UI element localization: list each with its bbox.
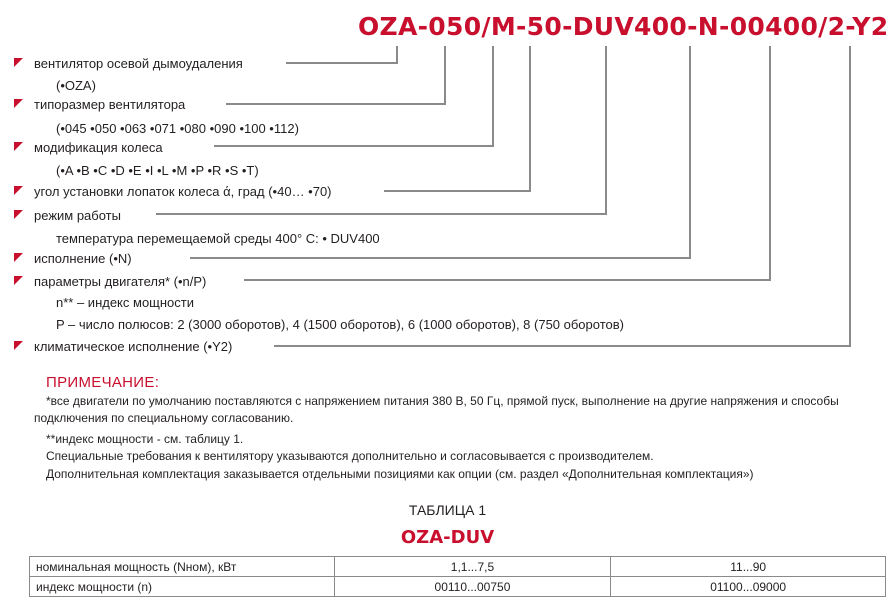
- note-line: Специальные требования к вентилятору указываются дополнительно и согласовывается с производителем.: [46, 449, 654, 463]
- note-line: Дополнительная комплектация заказывается отдельными позициями как опции (см. раздел «Дополнительная комплектация»): [46, 467, 754, 481]
- table-row: [30, 577, 886, 597]
- item-fan-type: вентилятор осевой дымоудаления: [34, 55, 243, 71]
- bullet-marker: [14, 210, 23, 219]
- item-motor-params: параметры двигателя* (•n/P): [34, 273, 207, 289]
- table-cell-value: 11...90: [611, 557, 886, 577]
- note-line: подключения по специальному согласованию.: [34, 411, 294, 425]
- item-fan-type-values: (•OZA): [56, 77, 96, 93]
- table-row: [30, 557, 886, 577]
- bullet-marker: [14, 142, 23, 151]
- item-motor-power-index: n** – индекс мощности: [56, 294, 194, 310]
- item-impeller-mod: модификация колеса: [34, 139, 163, 155]
- note-line: **индекс мощности - см. таблицу 1.: [46, 432, 244, 446]
- model-code-title: OZA-050/M-50-DUV400-N-00400/2-Y2: [358, 12, 889, 41]
- item-fan-size-values: (•045 •050 •063 •071 •080 •090 •100 •112): [56, 120, 299, 136]
- leader-line-climate: [274, 46, 850, 346]
- table-cell-label: индекс мощности (n): [30, 577, 335, 597]
- item-impeller-mod-values: (•A •B •C •D •E •I •L •M •P •R •S •T): [56, 162, 259, 178]
- bullet-marker: [14, 253, 23, 262]
- item-version: исполнение (•N): [34, 250, 132, 266]
- bullet-marker: [14, 58, 23, 67]
- table-label: ТАБЛИЦА 1: [408, 502, 487, 518]
- item-motor-poles: P – число полюсов: 2 (3000 оборотов), 4 (1500 оборотов), 6 (1000 оборотов), 8 (750 оборотов): [56, 316, 624, 332]
- item-operating-mode: режим работы: [34, 207, 121, 223]
- note-line: *все двигатели по умолчанию поставляются с напряжением питания 380 В, 50 Гц, прямой пуск, выполнение на другие напряжения и способы: [46, 394, 839, 408]
- item-operating-mode-values: температура перемещаемой среды 400° С: • DUV400: [56, 230, 380, 246]
- bullet-marker: [14, 276, 23, 285]
- note-title: ПРИМЕЧАНИЕ:: [46, 374, 160, 391]
- bullet-marker: [14, 186, 23, 195]
- item-fan-size: типоразмер вентилятора: [34, 96, 186, 112]
- leader-line-angle: [384, 46, 530, 191]
- item-climate: климатическое исполнение (•Y2): [34, 338, 233, 354]
- leader-line-version: [190, 46, 690, 258]
- table-cell-label: номинальная мощность (Nном), кВт: [30, 557, 335, 577]
- table-cell-value: 00110...00750: [334, 577, 611, 597]
- table-cell-value: 1,1...7,5: [334, 557, 611, 577]
- item-blade-angle: угол установки лопаток колеса ά, град (•40… •70): [34, 183, 332, 199]
- power-table: [29, 556, 886, 597]
- bullet-marker: [14, 99, 23, 108]
- leader-line-series: [286, 46, 397, 63]
- table-cell-value: 01100...09000: [611, 577, 886, 597]
- bullet-marker: [14, 341, 23, 350]
- table-model-title: OZA-DUV: [400, 527, 495, 548]
- leader-line-size: [226, 46, 445, 104]
